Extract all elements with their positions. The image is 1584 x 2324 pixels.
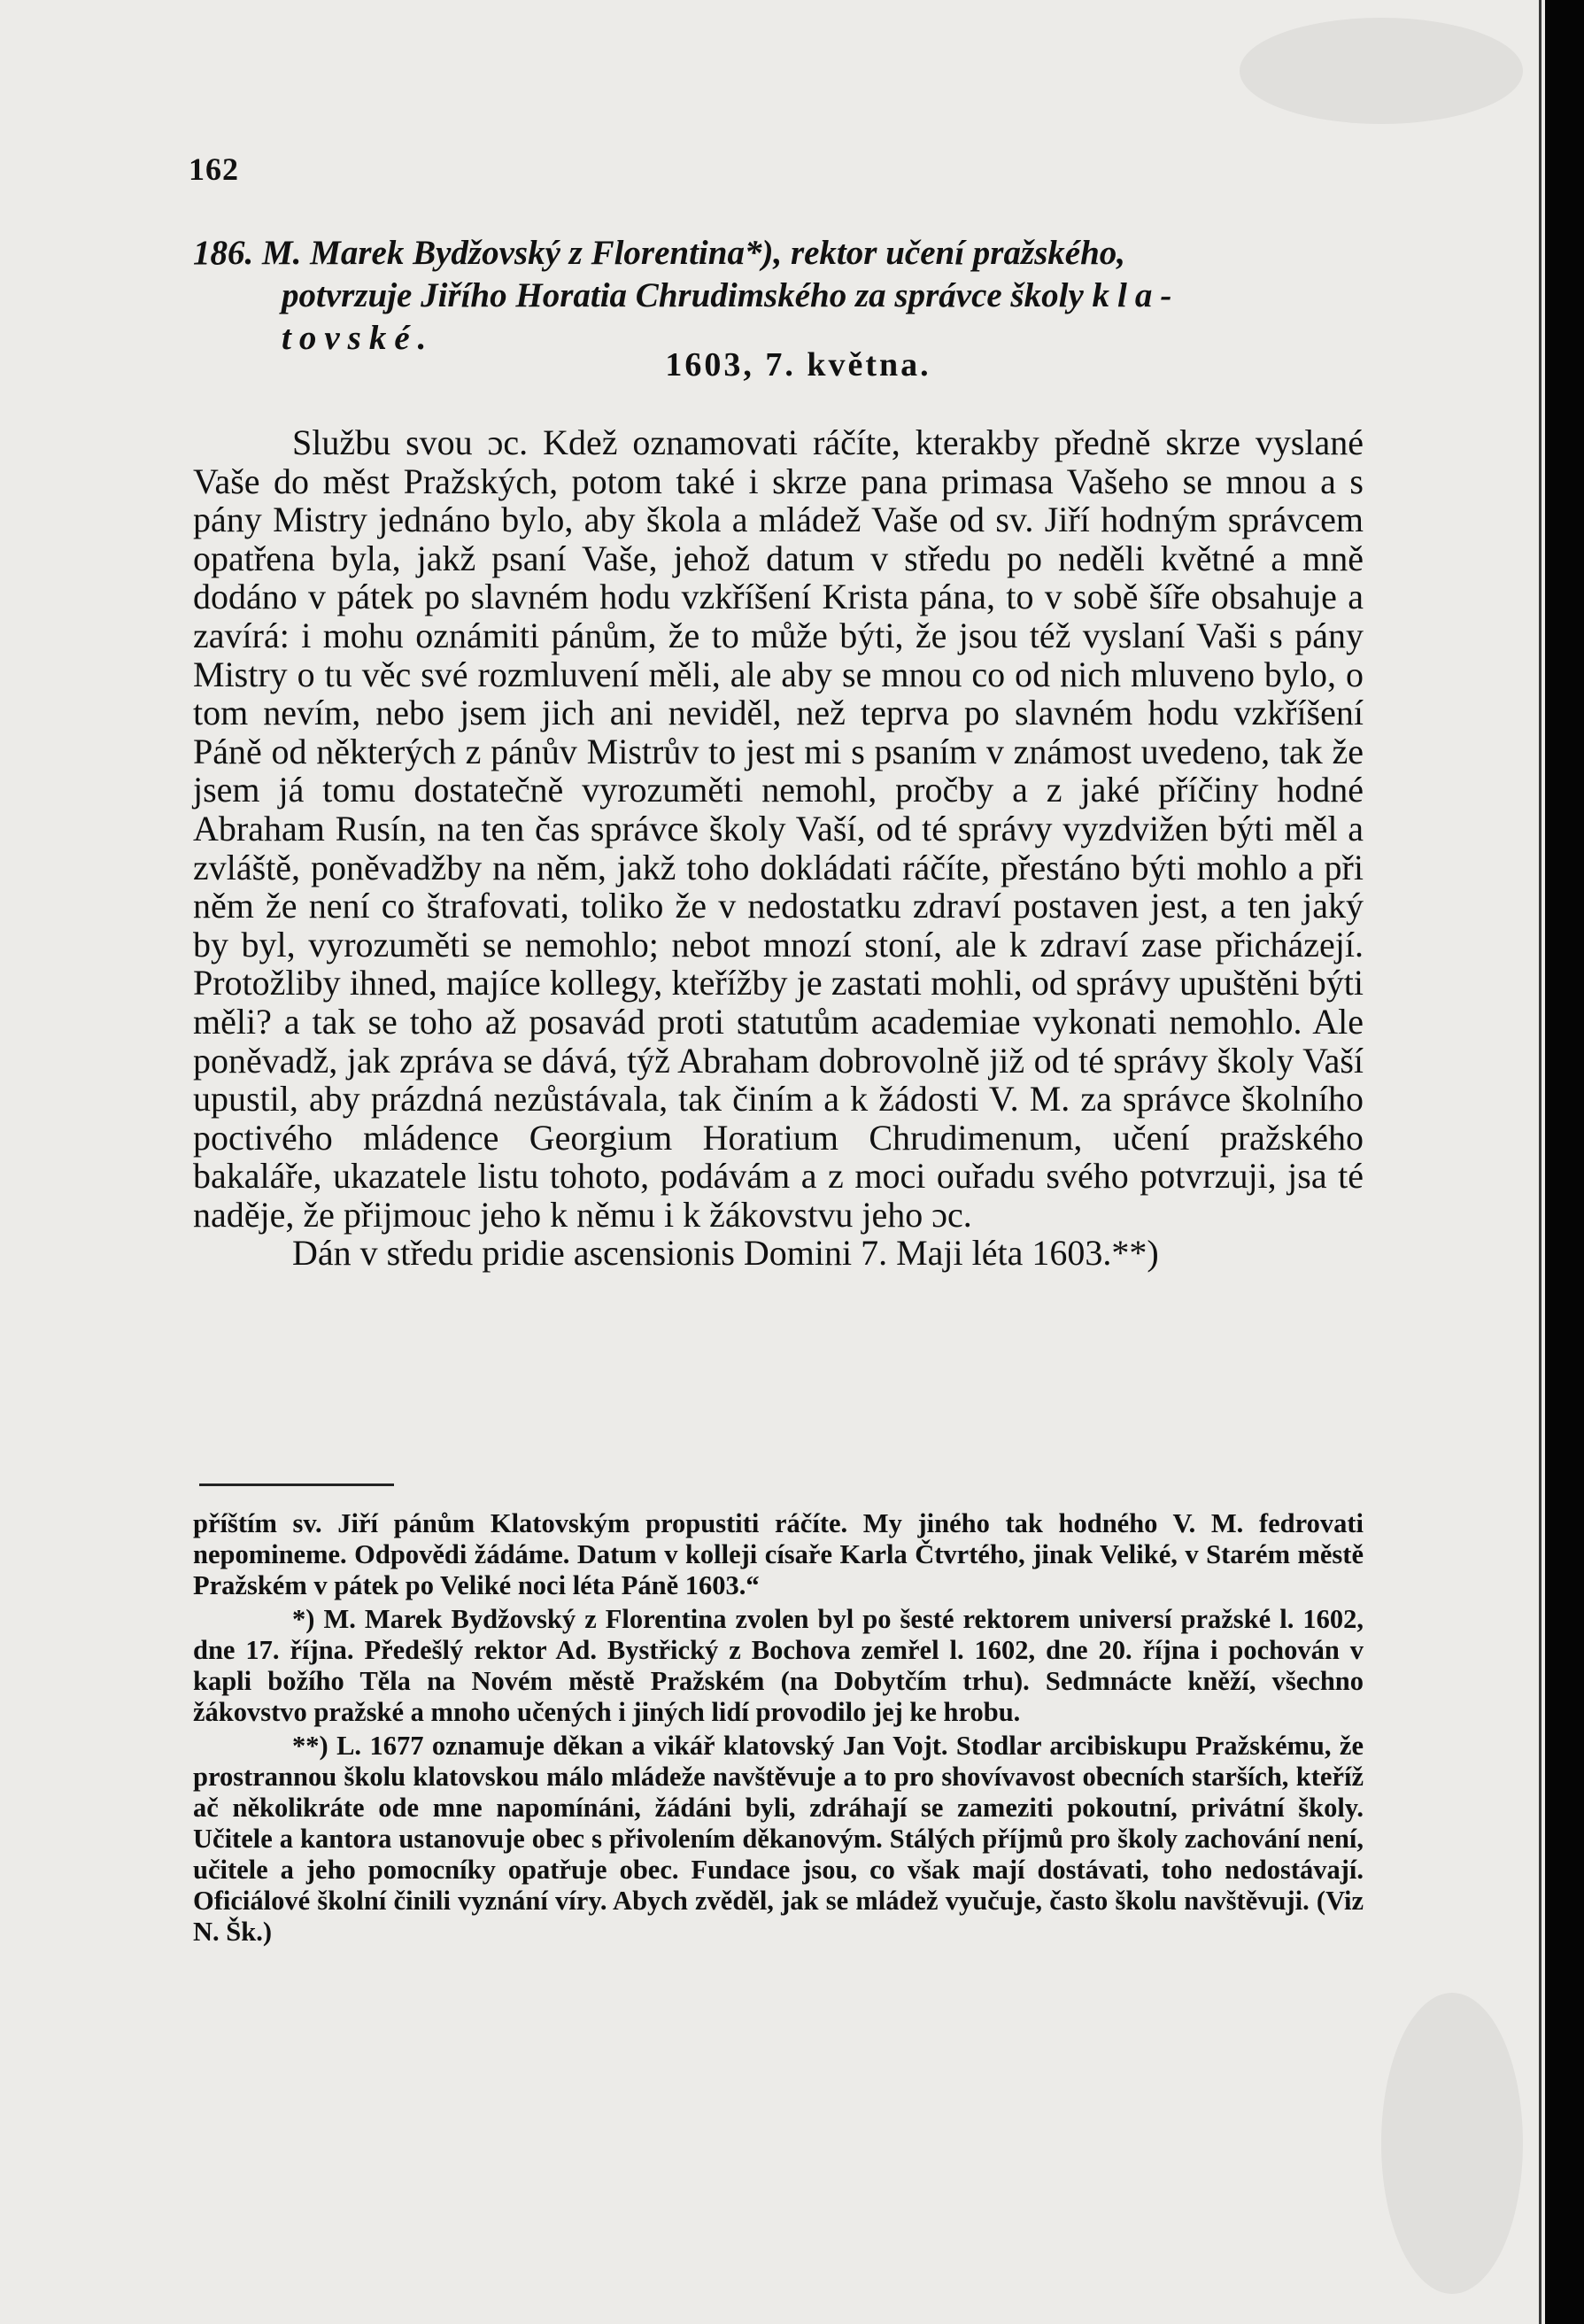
body-paragraph: Službu svou ɔc. Kdež oznamovati ráčíte, kterakby předně skrze vyslané Vaše do měst Pražských, potom také i skrze pana primasa Vašeho se mnou a s pány Mistry jednáno bylo, aby škola a mládež Vaše od sv. Jiří hodným správcem opatřena byla, jakž psaní Vaše, jehož datum v středu po neděli květné a mně dodáno v pátek po slavném hodu vzkříšení Krista pána, to v sobě šíře obsahuje a zavírá: i mohu oznámiti pánům, že to může býti, že jsou též vyslaní Vaši s pány Mistry o tu věc své rozmluvení měli, ale aby se mnou co od nich mluveno bylo, o tom nevím, nebo jsem jich ani neviděl, než teprva po slavném hodu vzkříšení Páně od některých z pánův Mistrův to jest mi s psaním v známost uvedeno, tak že jsem já tomu dostatečně vyrozuměti nemohl, pročby a z jaké příčiny hodné Abraham Rusín, na ten čas správce školy Vaší, od té správy vyzdvižen býti měl a zvláště, poněvadžby na něm, jakž toho dokládati ráčíte, přestáno býti mohlo a při něm že není co štrafovati, toliko že v nedostatku zdraví postaven jest, a ten jaký by byl, vyrozuměti se nemohlo; nebot mnozí stoní, ale k zdraví zase přicházejí. Protožliby ihned, majíce kollegy, kteřížby je zastati mohli, od správy upuštěni býti měli? a tak se toho až posavád proti statutům academiae vykonati nemohlo. Ale poněvadž, jak zpráva se dává, týž Abraham dobrovolně již od té správy školy Vaší upustil, aby prázdná nezůstávala, tak činím a k žádosti V. M. za správce školního poctivého mládence Georgium Horatium Chrudimenum, učení pražského bakaláře, ukazatele listu tohoto, podávám a z moci ouřadu svého potvrzuji, jsa té naděje, že přijmouc jeho k němu i k žákovstvu jeho ɔc. <box>193 422 1364 1235</box>
paper-stain <box>1381 1993 1523 2294</box>
page-number: 162 <box>189 151 239 187</box>
heading-line-1: 186. M. Marek Bydžovský z Florentina*), rektor učení pražského, <box>193 234 1126 272</box>
footnotes <box>193 1508 1364 1950</box>
document-heading <box>193 232 1362 360</box>
scan-border <box>1545 0 1584 2324</box>
footnote-2: **) L. 1677 oznamuje děkan a vikář klatovský Jan Vojt. Stodlar arcibiskupu Pražskému, že prostrannou školu klatovskou málo mládeže navštěvuje a to pro shovívavost obecních starších, kteříž ač několikráte ode mne napomínáni, žádáni byli, zdráhají se zameziti pokoutní, privátní školy. Učitele a kantora ustanovuje obec s přivolením děkanovým. Stálých příjmů pro školy zachování není, učitele a jeho pomocníky opatřuje obec. Fundace jsou, co však mají dostávati, toho nedostávají. Oficiálové školní činili vyznání víry. Abych zvěděl, jak se mládež vyučuje, často školu navštěvuji. (Viz N. Šk.) <box>193 1731 1364 1947</box>
footnote-separator <box>199 1483 394 1486</box>
heading-line-2 <box>193 275 1362 317</box>
paper-stain <box>1240 18 1523 124</box>
heading-line-3: tovské. <box>282 319 435 357</box>
closing-paragraph: Dán v středu pridie ascensionis Domini 7. Maji léta 1603.**) <box>292 1233 1159 1274</box>
letter-body <box>193 423 1364 1273</box>
heading-line-2-spaced: kla- <box>1092 276 1180 314</box>
footnote-1: *) M. Marek Bydžovský z Florentina zvolen byl po šesté rektorem universí pražské l. 1602, dne 17. října. Předešlý rektor Ad. Bystřický z Bochova zemřel l. 1602, dne 20. října i pochován v kapli božího Těla na Novém městě Pražském (na Dobytčím trhu). Sedmnácte kněží, všechno žákovstvo pražské a mnoho učených i jiných lidí provodilo jej ke hrobu. <box>193 1604 1364 1727</box>
document-date: 1603, 7. května. <box>665 346 931 383</box>
page-edge-shadow <box>1539 0 1542 2324</box>
footnote-continuation: příštím sv. Jiří pánům Klatovským propustiti ráčíte. My jiného tak hodného V. M. fedrovati nepomineme. Odpovědi žádáme. Datum v kolleji císaře Karla Čtvrtého, jinak Veliké, v Starém městě Pražském v pátek po Veliké noci léta Páně 1603.“ <box>193 1508 1364 1600</box>
heading-line-2-text: potvrzuje Jiřího Horatia Chrudimského za správce školy <box>282 276 1093 314</box>
